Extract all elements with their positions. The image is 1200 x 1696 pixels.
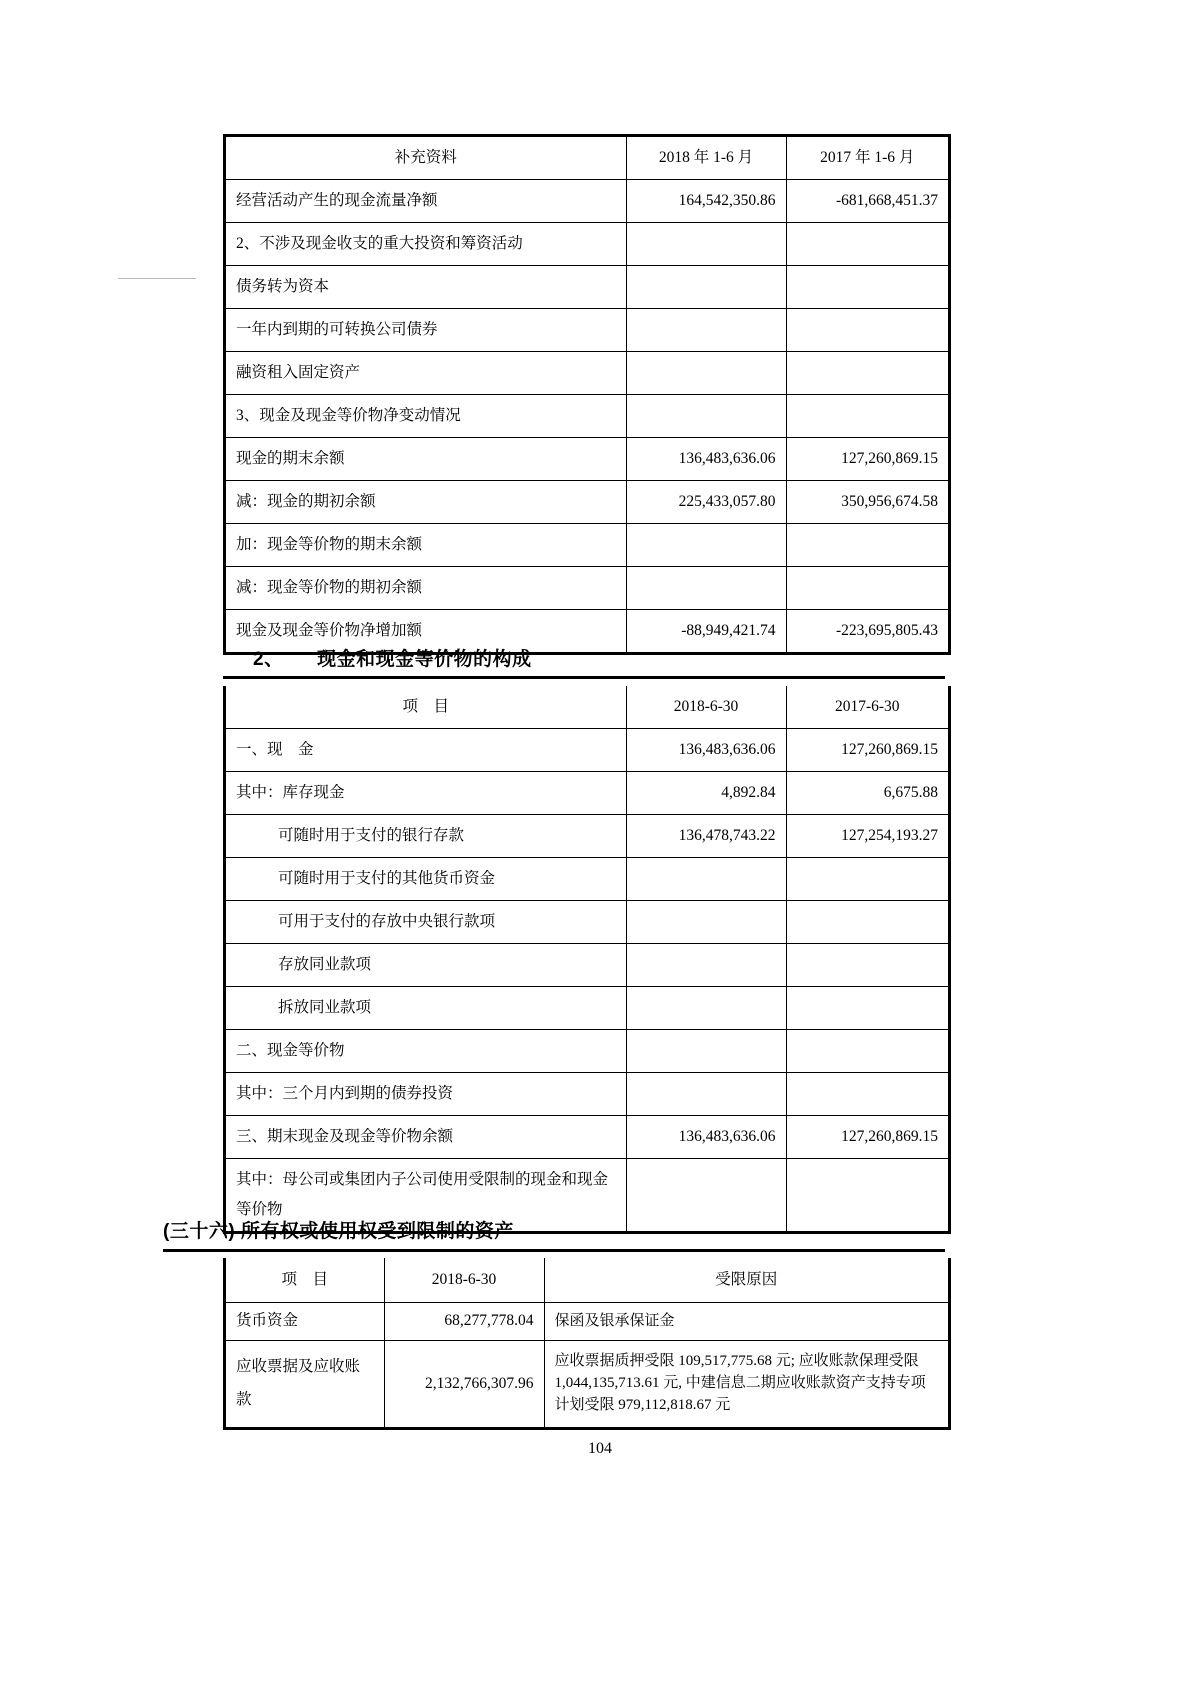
column-header-period-2017: 2017 年 1-6 月 [786, 137, 948, 180]
row-label: 可用于支付的存放中央银行款项 [226, 901, 626, 944]
column-header-period-2018: 2018 年 1-6 月 [626, 137, 786, 180]
column-header-date-2017: 2017-6-30 [786, 686, 948, 729]
row-value-2018 [626, 352, 786, 395]
row-value-2018 [626, 309, 786, 352]
table-row [226, 180, 948, 223]
table-row [226, 567, 948, 610]
table-row [226, 524, 948, 567]
section-heading-cash-composition [253, 644, 532, 671]
table-header-row [226, 137, 948, 180]
row-value-2017 [786, 524, 948, 567]
row-label: 现金的期末余额 [226, 438, 626, 481]
row-label: 货币资金 [226, 1303, 384, 1341]
row-value-2018 [626, 901, 786, 944]
row-amount: 2,132,766,307.96 [384, 1341, 544, 1427]
row-value-2017 [786, 395, 948, 438]
row-value-2018 [626, 395, 786, 438]
table-row [226, 223, 948, 266]
row-value-2018 [626, 567, 786, 610]
row-value-2018: 136,483,636.06 [626, 1116, 786, 1159]
row-label: 现金及现金等价物净增加额 [226, 610, 626, 653]
table-row [226, 729, 948, 772]
row-value-2017: 127,260,869.15 [786, 1116, 948, 1159]
restricted-assets-table [223, 1258, 951, 1430]
section-title: 现金和现金等价物的构成 [317, 649, 532, 670]
row-value-2018: 164,542,350.86 [626, 180, 786, 223]
row-value-2017: 350,956,674.58 [786, 481, 948, 524]
table-row [226, 1030, 948, 1073]
row-value-2017: -681,668,451.37 [786, 180, 948, 223]
row-label: 一、现 金 [226, 729, 626, 772]
table-row [226, 309, 948, 352]
row-value-2018: 136,483,636.06 [626, 438, 786, 481]
row-label: 应收票据及应收账款 [226, 1341, 384, 1427]
row-value-2018 [626, 944, 786, 987]
row-label: 其中：三个月内到期的债券投资 [226, 1073, 626, 1116]
row-label: 3、现金及现金等价物净变动情况 [226, 395, 626, 438]
row-value-2018: -88,949,421.74 [626, 610, 786, 653]
section-rule [223, 676, 945, 679]
row-value-2018 [626, 266, 786, 309]
row-value-2017 [786, 1073, 948, 1116]
table-row [226, 1341, 948, 1427]
row-value-2018 [626, 524, 786, 567]
row-value-2017 [786, 223, 948, 266]
row-value-2017 [786, 352, 948, 395]
row-value-2017 [786, 944, 948, 987]
row-label: 其中：库存现金 [226, 772, 626, 815]
column-header-date: 2018-6-30 [384, 1258, 544, 1303]
row-value-2017 [786, 858, 948, 901]
row-value-2018 [626, 1159, 786, 1231]
table-row [226, 944, 948, 987]
row-value-2018: 4,892.84 [626, 772, 786, 815]
row-value-2017: 127,254,193.27 [786, 815, 948, 858]
row-value-2017 [786, 1159, 948, 1231]
row-label: 一年内到期的可转换公司债券 [226, 309, 626, 352]
row-label: 2、不涉及现金收支的重大投资和筹资活动 [226, 223, 626, 266]
row-value-2018 [626, 1073, 786, 1116]
row-label: 存放同业款项 [226, 944, 626, 987]
row-value-2017 [786, 266, 948, 309]
row-value-2018: 225,433,057.80 [626, 481, 786, 524]
row-reason: 保函及银承保证金 [544, 1303, 948, 1341]
page-number: 104 [588, 1440, 612, 1457]
row-value-2018 [626, 1030, 786, 1073]
table-row [226, 395, 948, 438]
table-row [226, 481, 948, 524]
column-header-reason: 受限原因 [544, 1258, 948, 1303]
section-number: 2、 [253, 649, 284, 670]
row-value-2018 [626, 223, 786, 266]
table-row [226, 815, 948, 858]
table-row [226, 1116, 948, 1159]
table-header-row [226, 686, 948, 729]
row-value-2018 [626, 858, 786, 901]
table-row [226, 266, 948, 309]
row-value-2017: 127,260,869.15 [786, 729, 948, 772]
table-row [226, 772, 948, 815]
table-row [226, 987, 948, 1030]
row-label: 可随时用于支付的银行存款 [226, 815, 626, 858]
row-value-2017 [786, 567, 948, 610]
table-row [226, 1303, 948, 1341]
section-rule [163, 1249, 945, 1252]
row-value-2018: 136,483,636.06 [626, 729, 786, 772]
row-value-2017 [786, 901, 948, 944]
row-value-2017: 6,675.88 [786, 772, 948, 815]
margin-tick-line [118, 278, 196, 279]
row-label: 融资租入固定资产 [226, 352, 626, 395]
row-label: 二、现金等价物 [226, 1030, 626, 1073]
row-value-2017 [786, 987, 948, 1030]
row-value-2017 [786, 1030, 948, 1073]
column-header-date-2018: 2018-6-30 [626, 686, 786, 729]
row-label: 减：现金的期初余额 [226, 481, 626, 524]
table-row [226, 352, 948, 395]
table-row [226, 438, 948, 481]
table-header-row [226, 1258, 948, 1303]
row-label: 其中：母公司或集团内子公司使用受限制的现金和现金等价物 [226, 1159, 626, 1231]
row-label: 债务转为资本 [226, 266, 626, 309]
row-label: 经营活动产生的现金流量净额 [226, 180, 626, 223]
cash-composition-table [223, 686, 951, 1234]
row-label: 减：现金等价物的期初余额 [226, 567, 626, 610]
row-label: 三、期末现金及现金等价物余额 [226, 1116, 626, 1159]
row-label: 拆放同业款项 [226, 987, 626, 1030]
table-row [226, 858, 948, 901]
column-header-item: 项 目 [226, 1258, 384, 1303]
row-value-2017: -223,695,805.43 [786, 610, 948, 653]
row-value-2017: 127,260,869.15 [786, 438, 948, 481]
row-value-2018: 136,478,743.22 [626, 815, 786, 858]
supplementary-cash-flow-table [223, 134, 951, 655]
column-header-item: 项 目 [226, 686, 626, 729]
section-heading-restricted-assets: (三十六) 所有权或使用权受到限制的资产 [163, 1221, 514, 1242]
row-value-2017 [786, 309, 948, 352]
table-row [226, 1073, 948, 1116]
row-reason: 应收票据质押受限 109,517,775.68 元; 应收账款保理受限 1,044,135,713.61 元, 中建信息二期应收账款资产支持专项计划受限 979,112,818.67 元 [544, 1341, 948, 1427]
row-value-2018 [626, 987, 786, 1030]
table-row [226, 901, 948, 944]
row-label: 可随时用于支付的其他货币资金 [226, 858, 626, 901]
row-amount: 68,277,778.04 [384, 1303, 544, 1341]
row-label: 加：现金等价物的期末余额 [226, 524, 626, 567]
column-header-item: 补充资料 [226, 137, 626, 180]
